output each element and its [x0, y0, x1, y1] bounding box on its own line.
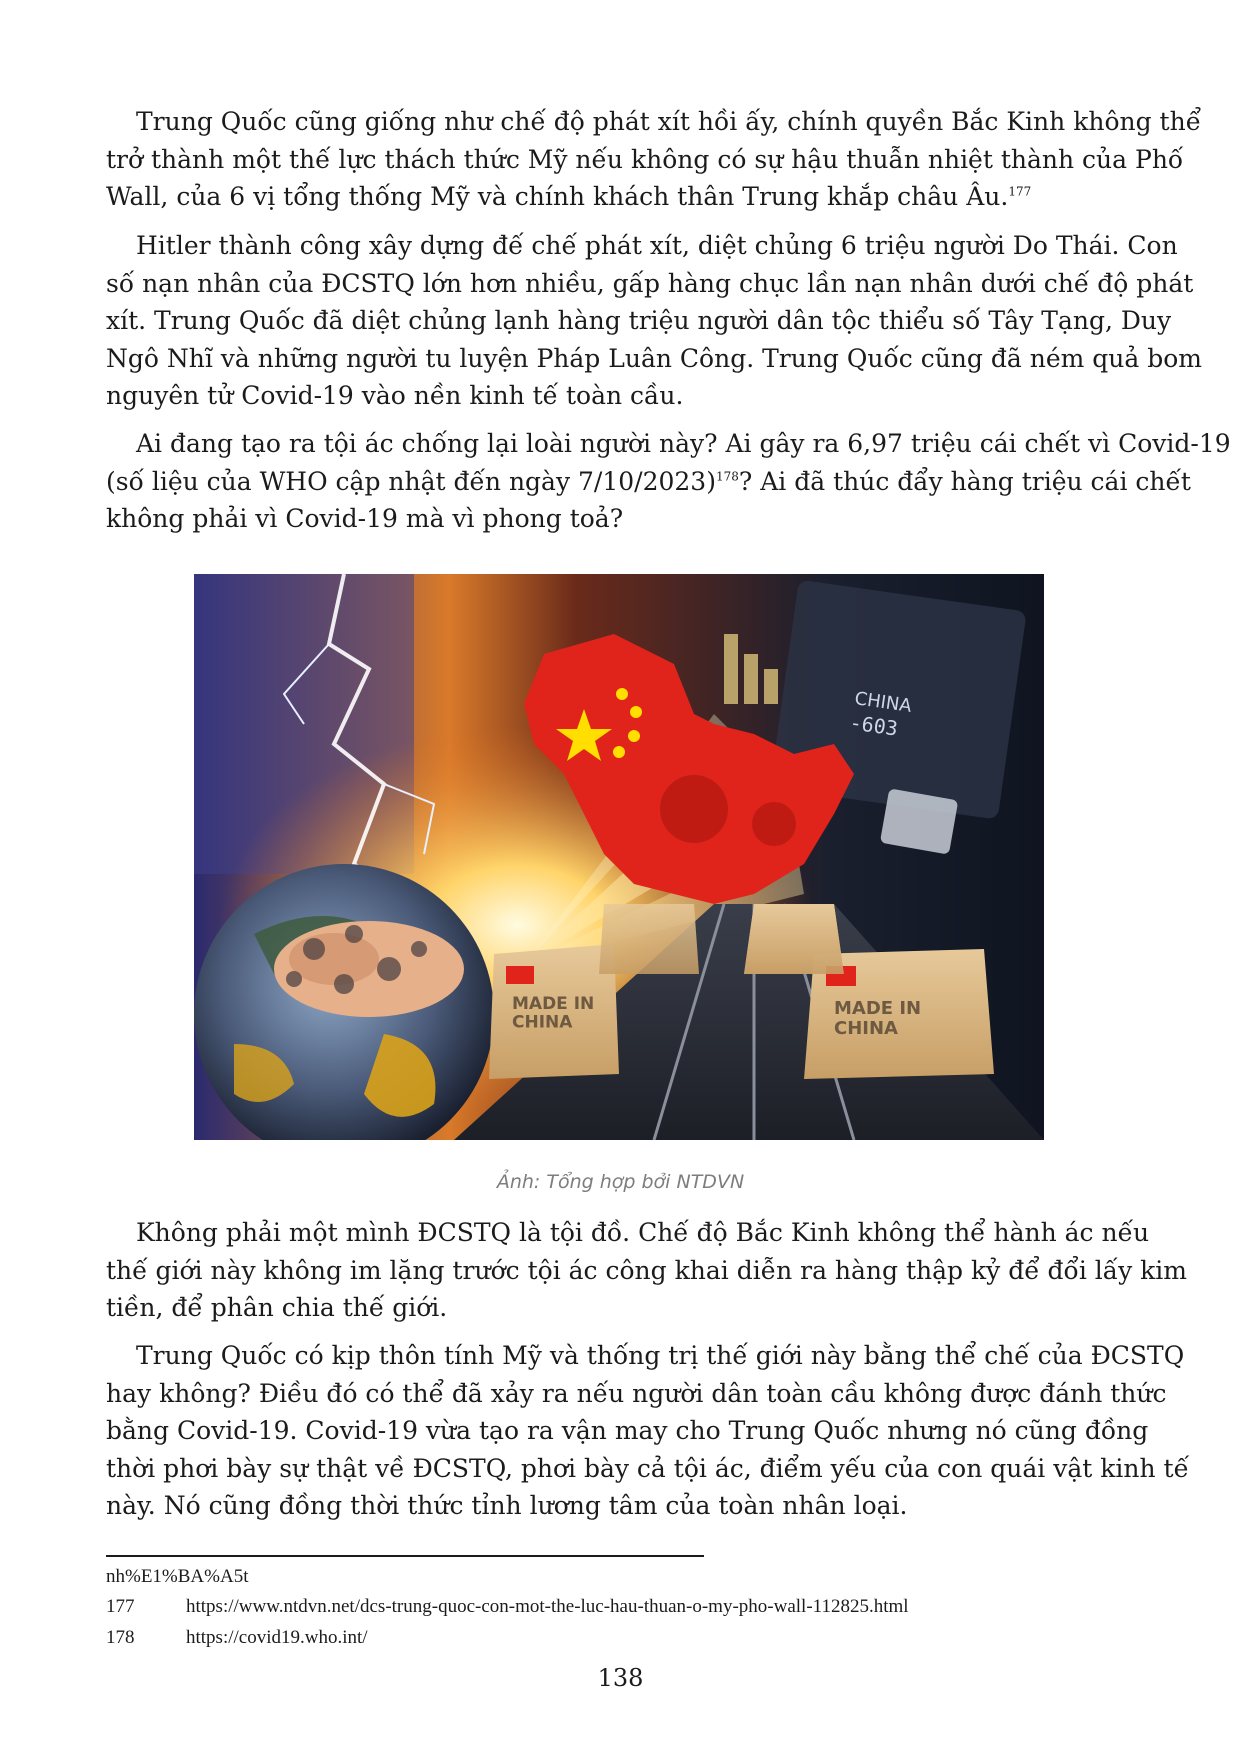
footnote-link[interactable]: https://www.ntdvn.net/dcs-trung-quoc-con-mot-the-luc-hau-thuan-o-my-pho-wall-112825.html	[186, 1596, 909, 1617]
footnote-carryover: nh%E1%BA%A5t	[106, 1566, 249, 1587]
text-line: Không phải một mình ĐCSTQ là tội đồ. Chế độ Bắc Kinh không thể hành ác nếu	[136, 1218, 1150, 1247]
text-line: thời phơi bày sự thật về ĐCSTQ, phơi bày cả tội ác, điểm yếu của con quái vật kinh tế	[106, 1453, 1189, 1483]
paragraph-2	[106, 227, 1202, 415]
text-line: trở thành một thế lực thách thức Mỹ nếu không có sự hậu thuẫn nhiệt thành của Phố	[106, 144, 1184, 174]
figure-caption: Ảnh: Tổng hợp bởi NTDVN	[496, 1171, 745, 1193]
text-fragment: Wall, của 6 vị tổng thống Mỹ và chính khách thân Trung khắp châu Âu.	[106, 182, 1009, 211]
text-line: Trung Quốc cũng giống như chế độ phát xít hồi ấy, chính quyền Bắc Kinh không thể	[136, 107, 1202, 136]
text-line: hay không? Điều đó có thể đã xảy ra nếu người dân toàn cầu không được đánh thức	[106, 1378, 1167, 1408]
text-line	[106, 463, 1191, 501]
text-line: không phải vì Covid-19 mà vì phong toả?	[106, 504, 624, 533]
text-fragment: ? Ai đã thúc đẩy hàng triệu cái chết	[738, 466, 1191, 496]
text-line: bằng Covid-19. Covid-19 vừa tạo ra vận may cho Trung Quốc nhưng nó cũng đồng	[106, 1416, 1149, 1445]
footnote-178	[106, 1627, 368, 1649]
screen-text: CHINA	[853, 688, 913, 717]
text-line: Trung Quốc có kịp thôn tính Mỹ và thống trị thế giới này bằng thể chế của ĐCSTQ	[136, 1341, 1185, 1370]
text-line: nguyên tử Covid-19 vào nền kinh tế toàn cầu.	[106, 381, 684, 410]
box-label-right: MADE IN CHINA	[834, 998, 922, 1039]
footnote-link[interactable]: https://covid19.who.int/	[186, 1627, 368, 1648]
paragraph-4	[106, 1214, 1188, 1327]
box-label-left: MADE IN CHINA	[512, 994, 595, 1033]
paragraph-5	[106, 1337, 1189, 1525]
illustration	[194, 574, 1044, 1140]
text-line	[106, 178, 1130, 216]
text-line: này. Nó cũng đồng thời thức tỉnh lương tâm của toàn nhân loại.	[106, 1491, 908, 1520]
screen-code: -603	[848, 710, 900, 741]
paragraph-3	[106, 425, 1231, 538]
text-line: Hitler thành công xây dựng đế chế phát xít, diệt chủng 6 triệu người Do Thái. Con	[136, 231, 1178, 260]
footnote-number: 177	[106, 1596, 135, 1617]
footnote-number: 178	[106, 1627, 135, 1648]
text-line: Ai đang tạo ra tội ác chống lại loài người này? Ai gây ra 6,97 triệu cái chết vì Covid-19	[136, 429, 1231, 458]
text-line: tiền, để phân chia thế giới.	[106, 1293, 448, 1322]
text-fragment: (số liệu của WHO cập nhật đến ngày 7/10/2023)	[106, 466, 716, 496]
footnote-divider	[106, 1555, 704, 1557]
text-line: thế giới này không im lặng trước tội ác công khai diễn ra hàng thập kỷ để đổi lấy kim	[106, 1255, 1188, 1285]
text-line: Ngô Nhĩ và những người tu luyện Pháp Luân Công. Trung Quốc cũng đã ném quả bom	[106, 343, 1202, 373]
footnote-177	[106, 1596, 909, 1618]
text-line: xít. Trung Quốc đã diệt chủng lạnh hàng triệu người dân tộc thiểu số Tây Tạng, Duy	[106, 306, 1172, 335]
footnote-ref-177[interactable]: 177	[1008, 184, 1032, 199]
paragraph-1	[106, 103, 1202, 216]
page-number: 138	[597, 1664, 644, 1692]
text-line: số nạn nhân của ĐCSTQ lớn hơn nhiều, gấp hàng chục lần nạn nhân dưới chế độ phát	[106, 268, 1194, 298]
footnote-ref-178[interactable]: 178	[715, 469, 739, 484]
